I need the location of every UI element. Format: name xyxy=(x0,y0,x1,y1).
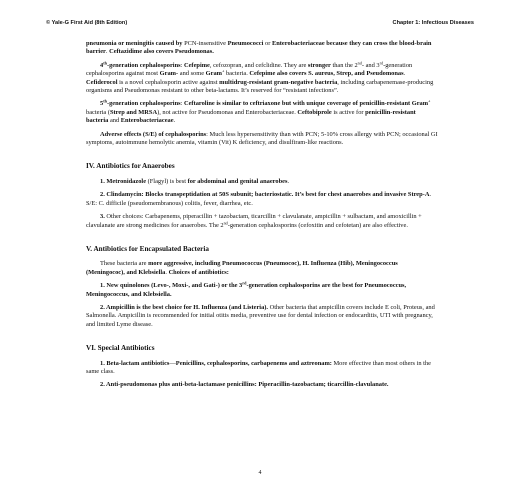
section-heading-anaerobes: IV. Antibiotics for Anaerobes xyxy=(86,162,175,171)
list-item-clindamycin: 2. Clindamycin: Blocks transpeptidation at 50S subunit; bacteriostatic. It’s best for chest anaerobes and invasive Strep-A. S/E: C. difficile (pseudomembranous) colitis, fever, diarrhea, etc. xyxy=(86,191,432,207)
paragraph-fifth-gen-cephalosporins: 5th-generation cephalosporins: Ceftaroline is similar to ceftriaxone but with unique coverage of penicillin-resistant Gram+ bacteria (Strep and MRSA), not active for Pseudomonas and Enterobacteriaceae. Ceftobiprole is active for penicillin-resistant bacteria and Enterobacteriaceae. xyxy=(86,98,431,125)
page-body xyxy=(86,40,438,395)
page-header xyxy=(42,20,478,34)
header-book-title: © Yale-G First Aid (8th Edition) xyxy=(46,20,128,26)
section-heading-encapsulated-bacteria: V. Antibiotics for Encapsulated Bacteria xyxy=(86,244,209,253)
list-item-ampicillin: 2. Ampicillin is the best choice for H. Influenza (and Listeria). Other bacteria that ampicillin covers include E coli, Proteus, and Salmonella. Ampicillin is recommended for initial otitis media, preventive use for dental infection or endocarditis, UTI with pregnancy, and limited Lyme disease. xyxy=(86,303,435,328)
list-item-metronidazole: 1. Metronidazole (Flagyl) is best for abdominal and genital anaerobes. xyxy=(100,177,290,185)
paragraph-adverse-effects: Adverse effects (S/E) of cephalosporins: Much less hypersensitivity than with PCN; 5-10% cross allergy with PCN; occasional GI symptoms, autoimmune hemolytic anemia, vitamin (Vit) K deficiency, and disulfiram-like reactions. xyxy=(86,130,438,147)
list-item-other-choices: 3. Other choices: Carbapenems, piperacillin + tazobactam, ticarcillin + clavulanate, ampicillin + sulbactam, and amoxicillin + clavulanate are strong medicines for anaerobes. The 2nd-generation cephalosporins (cefoxitin and cefotetan) are also effective. xyxy=(86,213,422,229)
list-item-beta-lactams: 1. Beta-lactam antibiotics—Penicillins, cephalosporins, carbapenems and aztreonam: More effective than most others in the same class. xyxy=(86,359,431,375)
list-item-new-quinolones: 1. New quinolones (Levo-, Moxi-, and Gati-) or the 3rd-generation cephalosporins are the best for Pneumococcus, Meningococcus, and Klebsiella. xyxy=(86,280,407,298)
header-chapter-title: Chapter 1: Infectious Diseases xyxy=(392,20,474,26)
paragraph-fourth-gen-cephalosporins: 4th-generation cephalosporins: Cefepime, cefozopran, and cefclidine. They are stronger than the 2nd- and 3rd-generation cephalosporins against most Gram- and some Gram+ bacteria. Cefepime also covers S. aureus, Strep, and Pseudomonas. Cefiderocol is a novel cephalosporin active against multidrug-resistant gram-negative bacteria, including carbapenemase-producing organisms and Pseudomonas resistant to other beta-lactams. It’s reserved for “resistant infections”. xyxy=(86,60,434,95)
paragraph-encapsulated-intro: These bacteria are more aggressive, including Pneumococcus (Pneumococ), H. Influenza (Hib), Meningococcus (Meningococ), and Klebsiella. Choices of antibiotics: xyxy=(86,260,398,276)
section-heading-special-antibiotics: VI. Special Antibiotics xyxy=(86,344,155,353)
list-item-anti-pseudomonas: 2. Anti-pseudomonas plus anti-beta-lactamase penicillins: Piperacillin-tazobactam; ticarcillin-clavulanate. xyxy=(100,381,389,389)
paragraph-third-gen-continued: pneumonia or meningitis caused by PCN-insensitive Pneumococci or Enterobacteriaceae because they can cross the blood-brain barrier. Ceftazidime also covers Pseudomonas. xyxy=(86,40,432,56)
page-number: 4 xyxy=(258,470,262,476)
